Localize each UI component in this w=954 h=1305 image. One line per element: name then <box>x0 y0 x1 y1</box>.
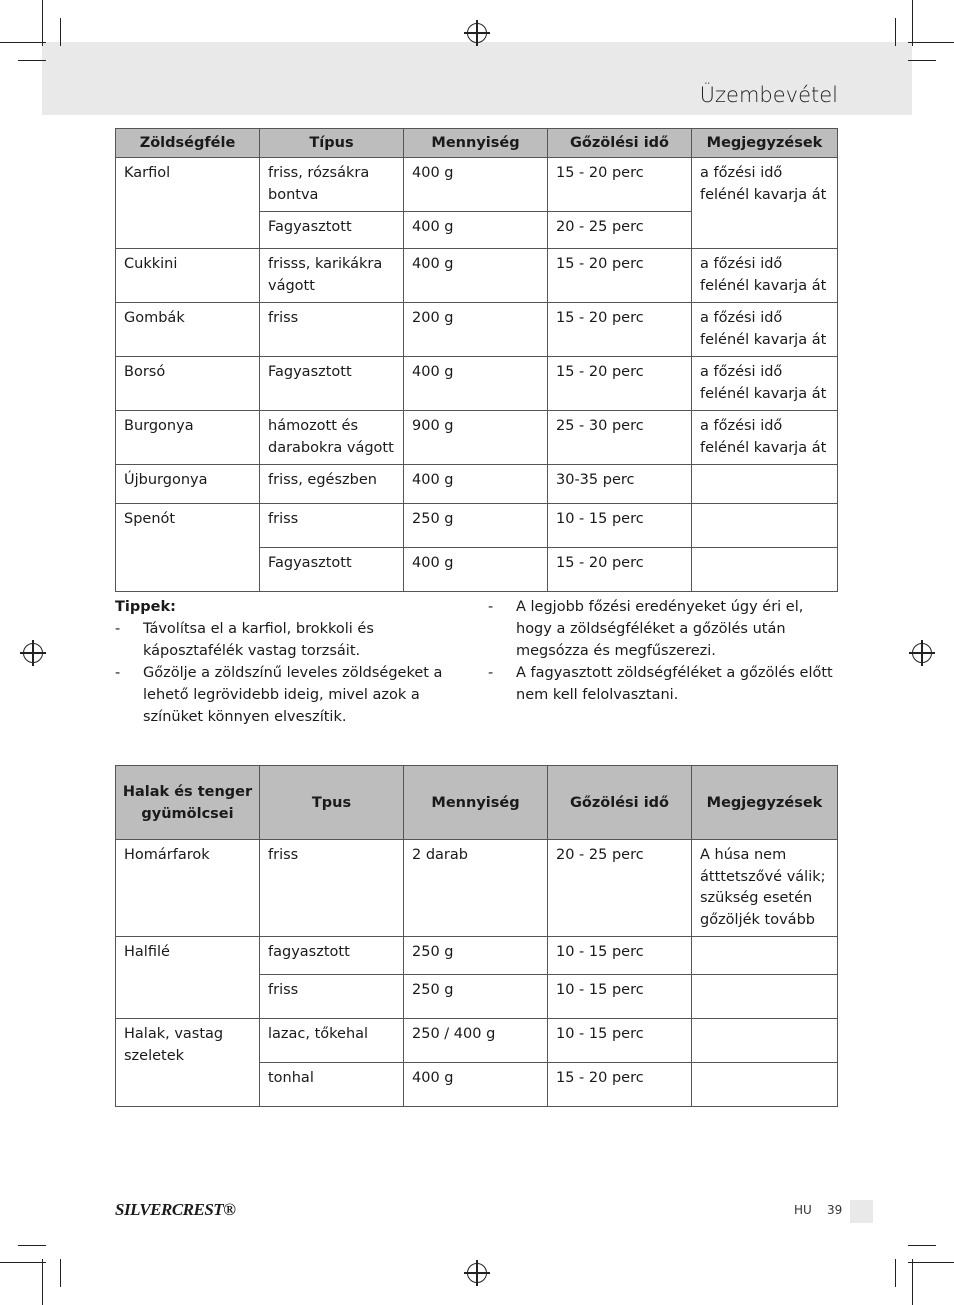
type-cell: lazac, tőkehal <box>260 1019 404 1063</box>
seafood-table <box>115 765 838 1107</box>
tip-item <box>115 618 475 662</box>
registration-mark-icon <box>467 23 487 43</box>
tips-heading: Tippek: <box>115 599 176 615</box>
crop-mark <box>60 18 61 46</box>
crop-mark <box>60 1259 61 1287</box>
time-cell: 15 - 20 perc <box>548 249 692 303</box>
type-cell: Fagyasztott <box>260 548 404 592</box>
tip-item <box>115 662 475 728</box>
type-cell: Fagyasztott <box>260 212 404 249</box>
time-cell: 20 - 25 perc <box>548 840 692 937</box>
tip-item <box>488 662 838 706</box>
time-cell: 15 - 20 perc <box>548 303 692 357</box>
table-row <box>116 411 838 465</box>
column-header: Halak és tenger gyümölcsei <box>116 766 260 840</box>
notes-cell: a főzési idő felénél kavarja át <box>692 357 838 411</box>
quantity-cell: 400 g <box>404 465 548 504</box>
tip-text: A fagyasztott zöldségféléket a gőzölés előtt nem kell felolvasztani. <box>516 665 833 703</box>
type-cell: fagyasztott <box>260 937 404 975</box>
tip-text: Távolítsa el a karfiol, brokkoli és káposztafélék vastag torzsáit. <box>143 621 374 659</box>
item-name-cell: Karfiol <box>116 158 260 249</box>
notes-cell <box>692 937 838 975</box>
type-cell: friss <box>260 303 404 357</box>
page-number: 39 <box>827 1203 843 1217</box>
crop-mark <box>908 1262 954 1263</box>
crop-mark <box>18 1245 46 1246</box>
time-cell: 10 - 15 perc <box>548 504 692 548</box>
notes-cell <box>692 548 838 592</box>
column-header: Mennyiség <box>404 766 548 840</box>
time-cell: 10 - 15 perc <box>548 975 692 1019</box>
time-cell: 10 - 15 perc <box>548 937 692 975</box>
crop-mark <box>912 1259 913 1305</box>
table-row <box>116 303 838 357</box>
type-cell: hámozott és darabokra vágott <box>260 411 404 465</box>
crop-mark <box>895 1259 896 1287</box>
type-cell: tonhal <box>260 1063 404 1107</box>
notes-cell: a főzési idő felénél kavarja át <box>692 249 838 303</box>
item-name-cell: Halak, vastag szeletek <box>116 1019 260 1107</box>
quantity-cell: 400 g <box>404 548 548 592</box>
table-row <box>116 465 838 504</box>
column-header: Mennyiség <box>404 129 548 158</box>
registration-mark-icon <box>912 643 932 663</box>
type-cell: friss <box>260 840 404 937</box>
column-header: Megjegyzések <box>692 766 838 840</box>
type-cell: friss, rózsákra bontva <box>260 158 404 212</box>
item-name-cell: Halfilé <box>116 937 260 1019</box>
quantity-cell: 400 g <box>404 357 548 411</box>
crop-mark <box>895 18 896 46</box>
time-cell: 10 - 15 perc <box>548 1019 692 1063</box>
time-cell: 15 - 20 perc <box>548 548 692 592</box>
page-title: Üzembevétel <box>699 83 838 107</box>
notes-cell <box>692 975 838 1019</box>
registration-mark-icon <box>467 1263 487 1283</box>
quantity-cell: 2 darab <box>404 840 548 937</box>
item-name-cell: Újburgonya <box>116 465 260 504</box>
quantity-cell: 400 g <box>404 158 548 212</box>
type-cell: friss <box>260 975 404 1019</box>
crop-mark <box>908 42 954 43</box>
item-name-cell: Burgonya <box>116 411 260 465</box>
tip-text: A legjobb főzési eredényeket úgy éri el, hogy a zöldségféléket a gőzölés után megsózza és megfűszerezi. <box>516 599 804 659</box>
type-cell: friss <box>260 504 404 548</box>
silvercrest-logo: SILVERCREST® <box>115 1200 236 1219</box>
time-cell: 15 - 20 perc <box>548 158 692 212</box>
type-cell: friss, egészben <box>260 465 404 504</box>
page-tab <box>850 1200 873 1223</box>
table-row <box>116 840 838 937</box>
table-row <box>116 249 838 303</box>
crop-mark <box>42 0 43 46</box>
time-cell: 15 - 20 perc <box>548 357 692 411</box>
notes-cell <box>692 504 838 548</box>
notes-cell: a főzési idő felénél kavarja át <box>692 303 838 357</box>
quantity-cell: 400 g <box>404 249 548 303</box>
notes-cell <box>692 1019 838 1063</box>
time-cell: 25 - 30 perc <box>548 411 692 465</box>
header-row <box>116 766 838 840</box>
table-row <box>116 158 838 212</box>
time-cell: 20 - 25 perc <box>548 212 692 249</box>
crop-mark <box>18 60 46 61</box>
bullet: - <box>115 665 121 681</box>
time-cell: 15 - 20 perc <box>548 1063 692 1107</box>
bullet: - <box>115 621 121 637</box>
crop-mark <box>908 60 936 61</box>
notes-cell: A húsa nem átttetszővé válik; szükség esetén gőzöljék tovább <box>692 840 838 937</box>
type-cell: frisss, karikákra vágott <box>260 249 404 303</box>
crop-mark <box>0 42 46 43</box>
item-name-cell: Gombák <box>116 303 260 357</box>
column-header: Megjegyzések <box>692 129 838 158</box>
type-cell: Fagyasztott <box>260 357 404 411</box>
tip-text: Gőzölje a zöldszínű leveles zöldségeket a lehető legrövidebb ideig, mivel azok a színüket könnyen elveszítik. <box>143 665 443 725</box>
crop-mark <box>908 1245 936 1246</box>
column-header: Zöldségféle <box>116 129 260 158</box>
time-cell: 30-35 perc <box>548 465 692 504</box>
registration-mark-icon <box>23 643 43 663</box>
item-name-cell: Cukkini <box>116 249 260 303</box>
bullet: - <box>488 599 494 615</box>
table-row <box>116 937 838 975</box>
item-name-cell: Homárfarok <box>116 840 260 937</box>
language-code: HU <box>794 1203 812 1217</box>
column-header: Tpus <box>260 766 404 840</box>
quantity-cell: 250 g <box>404 937 548 975</box>
notes-cell: a főzési idő felénél kavarja át <box>692 158 838 249</box>
table-row <box>116 357 838 411</box>
notes-cell <box>692 1063 838 1107</box>
table-row <box>116 504 838 548</box>
crop-mark <box>0 1262 46 1263</box>
column-header: Típus <box>260 129 404 158</box>
table-row <box>116 1019 838 1063</box>
quantity-cell: 250 g <box>404 975 548 1019</box>
notes-cell <box>692 465 838 504</box>
crop-mark <box>912 0 913 46</box>
bullet: - <box>488 665 494 681</box>
column-header: Gőzölési idő <box>548 129 692 158</box>
tip-item <box>488 596 838 662</box>
quantity-cell: 400 g <box>404 212 548 249</box>
item-name-cell: Borsó <box>116 357 260 411</box>
quantity-cell: 250 g <box>404 504 548 548</box>
quantity-cell: 250 / 400 g <box>404 1019 548 1063</box>
item-name-cell: Spenót <box>116 504 260 592</box>
vegetables-table <box>115 128 838 592</box>
crop-mark <box>42 1259 43 1305</box>
tips-right <box>488 596 838 706</box>
notes-cell: a főzési idő felénél kavarja át <box>692 411 838 465</box>
quantity-cell: 200 g <box>404 303 548 357</box>
quantity-cell: 400 g <box>404 1063 548 1107</box>
column-header: Gőzölési idő <box>548 766 692 840</box>
tips-left <box>115 596 475 728</box>
header-row <box>116 129 838 158</box>
quantity-cell: 900 g <box>404 411 548 465</box>
